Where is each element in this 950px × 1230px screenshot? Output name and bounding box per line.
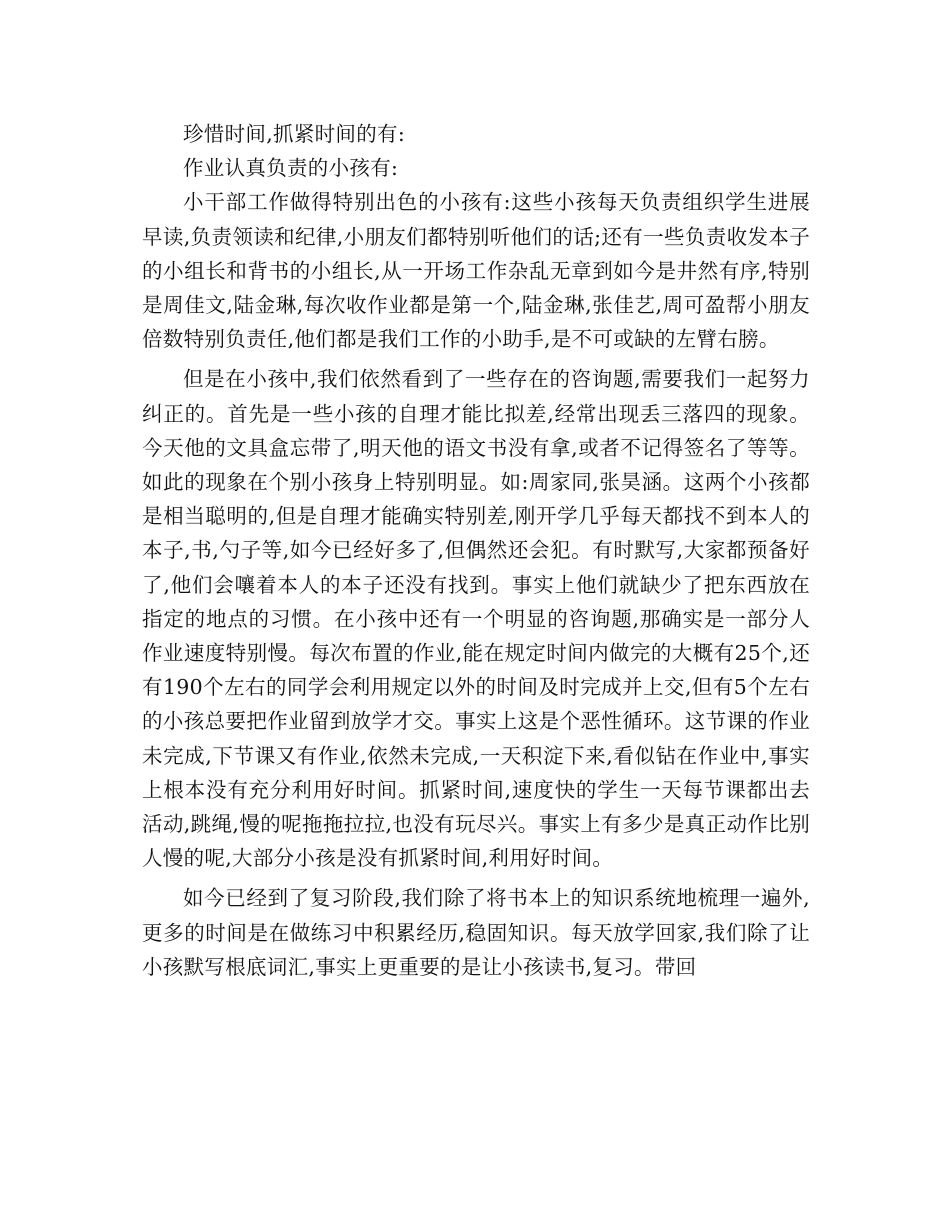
document-body [142, 117, 810, 984]
paragraph-problems: 但是在小孩中,我们依然看到了一些存在的咨询题,需要我们一起努力纠正的。首先是一些小孩的自理才能比拟差,经常出现丢三落四的现象。今天他的文具盒忘带了,明天他的语文书没有拿,或者不记得签名了等等。如此的现象在个别小孩身上特别明显。如:周家同,张昊涵。这两个小孩都是相当聪明的,但是自理才能确实特别差,刚开学几乎每天都找不到本人的本子,书,勺子等,如今已经好多了,但偶然还会犯。有时默写,大家都预备好了,他们会嚷着本人的本子还没有找到。事实上他们就缺少了把东西放在指定的地点的习惯。在小孩中还有一个明显的咨询题,那确实是一部分人作业速度特别慢。每次布置的作业,能在规定时间内做完的大概有25个,还有190个左右的同学会利用规定以外的时间及时完成并上交,但有5个左右的小孩总要把作业留到放学才交。事实上这是个恶性循环。这节课的作业未完成,下节课又有作业,依然未完成,一天积淀下来,看似钻在作业中,事实上根本没有充分利用好时间。抓紧时间,速度快的学生一天每节课都出去活动,跳绳,慢的呢拖拖拉拉,也没有玩尽兴。事实上有多少是真正动作比别人慢的呢,大部分小孩是没有抓紧时间,利用好时间。 [142, 367, 810, 871]
paragraph-homework-responsible: 作业认真负责的小孩有: [183, 156, 399, 181]
paragraph-time-management: 珍惜时间,抓紧时间的有: [183, 122, 406, 146]
paragraph-class-leaders: 小干部工作做得特别出色的小孩有:这些小孩每天负责组织学生进展早读,负责领读和纪律,小朋友们都特别听他们的话;还有一些负责收发本子的小组长和背书的小组长,从一开场工作杂乱无章到如今是井然有序,特别是周佳文,陆金琳,每次收作业都是第一个,陆金琳,张佳艺,周可盈帮小朋友倍数特别负责任,他们都是我们工作的小助手,是不可或缺的左臂右膀。 [142, 190, 810, 352]
paragraph-review-stage: 如今已经到了复习阶段,我们除了将书本上的知识系统地梳理一遍外,更多的时间是在做练习中积累经历,稳固知识。每天放学回家,我们除了让小孩默写根底词汇,事实上更重要的是让小孩读书,复习。带回 [142, 886, 810, 979]
